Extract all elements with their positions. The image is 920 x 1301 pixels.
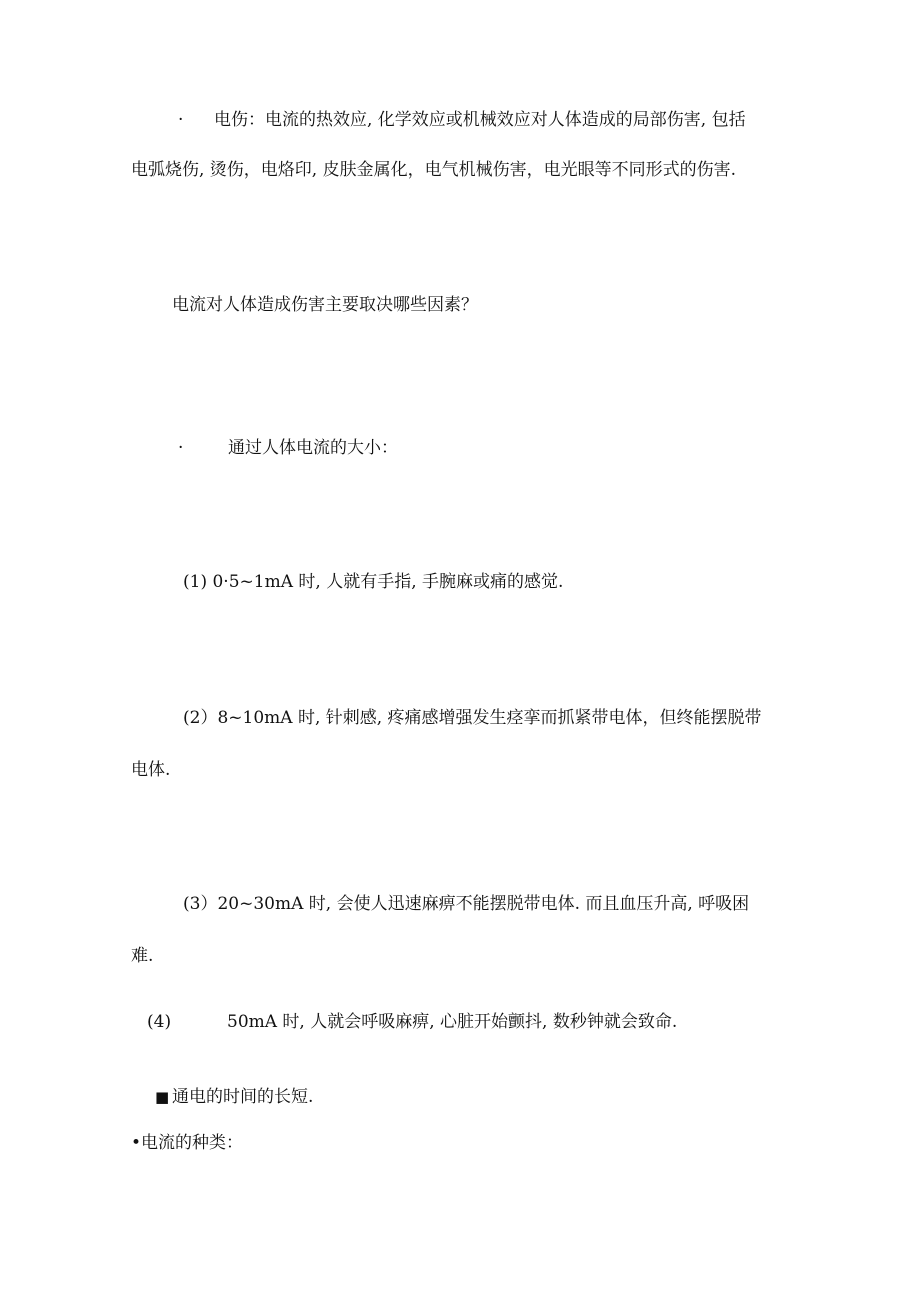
item-3-line-2: 难. <box>131 946 154 966</box>
factor-current-size: 通过人体电流的大小： <box>228 438 398 458</box>
item-1: (1) 0·5~1mA 时, 人就有手指, 手腕麻或痛的感觉. <box>183 572 564 592</box>
item-4-number: (4) <box>147 1012 172 1032</box>
item-3-line-1: (3）20~30mA 时, 会使人迅速麻痹不能摆脱带电体. 而且血压升高, 呼吸困 <box>183 894 750 914</box>
factor-current-type: •电流的种类： <box>131 1133 244 1153</box>
electric-injury-line-2: 电弧烧伤, 烫伤，电烙印, 皮肤金属化，电气机械伤害，电光眼等不同形式的伤害. <box>131 160 737 180</box>
bullet-dot: · <box>178 438 184 458</box>
question-heading: 电流对人体造成伤害主要取决哪些因素？ <box>172 295 478 315</box>
item-4-text: 50mA 时, 人就会呼吸麻痹, 心脏开始颤抖, 数秒钟就会致命. <box>227 1012 678 1032</box>
factor-time: 通电的时间的长短. <box>172 1087 314 1107</box>
square-bullet: ■ <box>155 1088 170 1106</box>
bullet-dot: · <box>178 110 184 130</box>
item-2-line-2: 电体. <box>131 760 171 780</box>
item-2-line-1: (2）8~10mA 时, 针刺感, 疼痛感增强发生痉挛而抓紧带电体，但终能摆脱带 <box>183 708 762 728</box>
electric-injury-line-1: 电伤：电流的热效应, 化学效应或机械效应对人体造成的局部伤害, 包括 <box>214 110 746 130</box>
